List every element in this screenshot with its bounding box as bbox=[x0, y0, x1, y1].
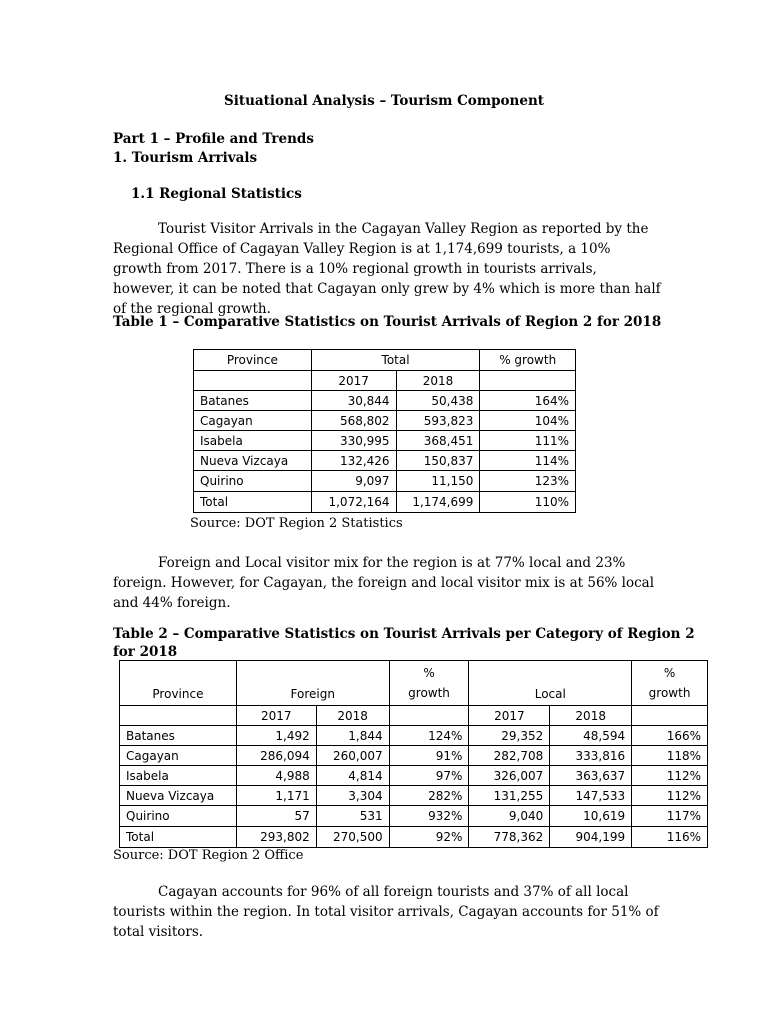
table-row bbox=[120, 766, 708, 786]
table1-header-growth: % growth bbox=[480, 350, 576, 371]
table2-header-foreign: Foreign bbox=[236, 661, 389, 706]
table-row bbox=[120, 726, 708, 746]
table1-subheader-row bbox=[194, 371, 576, 391]
table2-local-2018: 363,637 bbox=[550, 766, 632, 786]
table1-province: Isabela bbox=[194, 431, 312, 451]
table2-foreign-growth: 92% bbox=[389, 827, 469, 848]
table2-subheader-blank2 bbox=[389, 706, 469, 726]
table2-province: Batanes bbox=[120, 726, 237, 746]
table2-local-growth: 112% bbox=[632, 766, 708, 786]
table2-header-local-2017: 2017 bbox=[469, 706, 550, 726]
table1-caption: Table 1 – Comparative Statistics on Tourist Arrivals of Region 2 for 2018 bbox=[113, 314, 662, 330]
table-row bbox=[194, 451, 576, 471]
table2-header-province: Province bbox=[120, 661, 237, 706]
table2-local-2017: 29,352 bbox=[469, 726, 550, 746]
table1-2018: 11,150 bbox=[396, 471, 480, 492]
table2-foreign-2017: 286,094 bbox=[236, 746, 316, 766]
table2-subheader-row bbox=[120, 706, 708, 726]
table2-caption-line2: for 2018 bbox=[113, 644, 178, 660]
table2-local-growth: 112% bbox=[632, 786, 708, 806]
table2-local-growth: 118% bbox=[632, 746, 708, 766]
table2-foreign-2017: 4,988 bbox=[236, 766, 316, 786]
table2-local-2017: 9,040 bbox=[469, 806, 550, 827]
table1-growth: 123% bbox=[480, 471, 576, 492]
table2-local-2017: 131,255 bbox=[469, 786, 550, 806]
table2-foreign-2017: 1,492 bbox=[236, 726, 316, 746]
table-row bbox=[194, 411, 576, 431]
table2-foreign-growth: 91% bbox=[389, 746, 469, 766]
table1 bbox=[193, 349, 576, 513]
table2-province: Quirino bbox=[120, 806, 237, 827]
table1-province: Cagayan bbox=[194, 411, 312, 431]
table2-local-2018: 904,199 bbox=[550, 827, 632, 848]
table1-subheader-blank bbox=[194, 371, 312, 391]
table2-foreign-growth: 932% bbox=[389, 806, 469, 827]
table2-header-local: Local bbox=[469, 661, 632, 706]
table2-header-foreign-2017: 2017 bbox=[236, 706, 316, 726]
table2-foreign-2018: 531 bbox=[316, 806, 389, 827]
table1-header-2018: 2018 bbox=[396, 371, 480, 391]
table-row bbox=[194, 431, 576, 451]
table2-province: Isabela bbox=[120, 766, 237, 786]
table1-2018: 150,837 bbox=[396, 451, 480, 471]
table2-caption-line1: Table 2 – Comparative Statistics on Tourist Arrivals per Category of Region 2 bbox=[113, 626, 695, 642]
table2-local-2017: 282,708 bbox=[469, 746, 550, 766]
table1-growth: 104% bbox=[480, 411, 576, 431]
table1-2017: 568,802 bbox=[311, 411, 396, 431]
table2-total-row bbox=[120, 827, 708, 848]
table2-header-foreign-2018: 2018 bbox=[316, 706, 389, 726]
table1-header-row bbox=[194, 350, 576, 371]
paragraph-regional-arrivals: Tourist Visitor Arrivals in the Cagayan Valley Region as reported by the Regional Office of Cagayan Valley Region is at 1,174,699 tourists, a 10% growth from 2017. There is a 10% regional growth in tourists arrivals, however, it can be noted that Cagayan only grew by 4% which is more than half of the regional growth. bbox=[113, 221, 661, 317]
table-row bbox=[194, 391, 576, 411]
table1-2018: 368,451 bbox=[396, 431, 480, 451]
table2-subheader-blank bbox=[120, 706, 237, 726]
table1-growth: 164% bbox=[480, 391, 576, 411]
paragraph-cagayan-share: Cagayan accounts for 96% of all foreign tourists and 37% of all local tourists within the region. In total visitor arrivals, Cagayan accounts for 51% of total visitors. bbox=[113, 884, 659, 940]
table2-local-growth: 116% bbox=[632, 827, 708, 848]
table1-province: Nueva Vizcaya bbox=[194, 451, 312, 471]
table1-source: Source: DOT Region 2 Statistics bbox=[190, 516, 403, 531]
table1-header-total: Total bbox=[311, 350, 480, 371]
table1-province: Total bbox=[194, 492, 312, 513]
table1-2017: 30,844 bbox=[311, 391, 396, 411]
table1-2018: 1,174,699 bbox=[396, 492, 480, 513]
table2-province: Nueva Vizcaya bbox=[120, 786, 237, 806]
table2-local-2018: 48,594 bbox=[550, 726, 632, 746]
table2-local-growth: 117% bbox=[632, 806, 708, 827]
table1-2017: 1,072,164 bbox=[311, 492, 396, 513]
table2-foreign-2017: 1,171 bbox=[236, 786, 316, 806]
table2-local-2018: 147,533 bbox=[550, 786, 632, 806]
table2-foreign-2018: 260,007 bbox=[316, 746, 389, 766]
table2-local-2018: 333,816 bbox=[550, 746, 632, 766]
subsection-heading: 1.1 Regional Statistics bbox=[131, 186, 302, 202]
table2-source: Source: DOT Region 2 Office bbox=[113, 848, 304, 863]
table2-local-2017: 778,362 bbox=[469, 827, 550, 848]
table2-foreign-2018: 1,844 bbox=[316, 726, 389, 746]
table-row bbox=[194, 471, 576, 492]
part-heading: Part 1 – Profile and Trends bbox=[113, 131, 314, 147]
table-row bbox=[120, 746, 708, 766]
table2-province: Total bbox=[120, 827, 237, 848]
table2-local-2018: 10,619 bbox=[550, 806, 632, 827]
table2-foreign-2017: 57 bbox=[236, 806, 316, 827]
table2 bbox=[119, 660, 708, 848]
section-heading: 1. Tourism Arrivals bbox=[113, 150, 258, 166]
table2-header-foreign-growth: % growth bbox=[389, 661, 469, 706]
table1-2018: 593,823 bbox=[396, 411, 480, 431]
table1-province: Quirino bbox=[194, 471, 312, 492]
table2-foreign-2018: 3,304 bbox=[316, 786, 389, 806]
table2-subheader-blank3 bbox=[632, 706, 708, 726]
table2-header-local-growth: % growth bbox=[632, 661, 708, 706]
table1-growth: 114% bbox=[480, 451, 576, 471]
table2-foreign-growth: 97% bbox=[389, 766, 469, 786]
table1-2018: 50,438 bbox=[396, 391, 480, 411]
table1-header-2017: 2017 bbox=[311, 371, 396, 391]
table2-header-local-2018: 2018 bbox=[550, 706, 632, 726]
table1-subheader-blank2 bbox=[480, 371, 576, 391]
table1-growth: 110% bbox=[480, 492, 576, 513]
table1-province: Batanes bbox=[194, 391, 312, 411]
table1-header-province: Province bbox=[194, 350, 312, 371]
table2-header-row bbox=[120, 661, 708, 706]
table-row bbox=[120, 786, 708, 806]
table2-local-growth: 166% bbox=[632, 726, 708, 746]
table1-2017: 9,097 bbox=[311, 471, 396, 492]
table-row bbox=[120, 806, 708, 827]
table1-2017: 330,995 bbox=[311, 431, 396, 451]
table2-foreign-growth: 124% bbox=[389, 726, 469, 746]
document-title: Situational Analysis – Tourism Component bbox=[224, 93, 544, 109]
table2-foreign-2017: 293,802 bbox=[236, 827, 316, 848]
table1-total-row bbox=[194, 492, 576, 513]
table2-foreign-2018: 4,814 bbox=[316, 766, 389, 786]
table1-growth: 111% bbox=[480, 431, 576, 451]
table2-province: Cagayan bbox=[120, 746, 237, 766]
table1-2017: 132,426 bbox=[311, 451, 396, 471]
table2-foreign-growth: 282% bbox=[389, 786, 469, 806]
table2-foreign-2018: 270,500 bbox=[316, 827, 389, 848]
paragraph-visitor-mix: Foreign and Local visitor mix for the region is at 77% local and 23% foreign. However, for Cagayan, the foreign and local visitor mix is at 56% local and 44% foreign. bbox=[113, 555, 655, 611]
table2-local-2017: 326,007 bbox=[469, 766, 550, 786]
